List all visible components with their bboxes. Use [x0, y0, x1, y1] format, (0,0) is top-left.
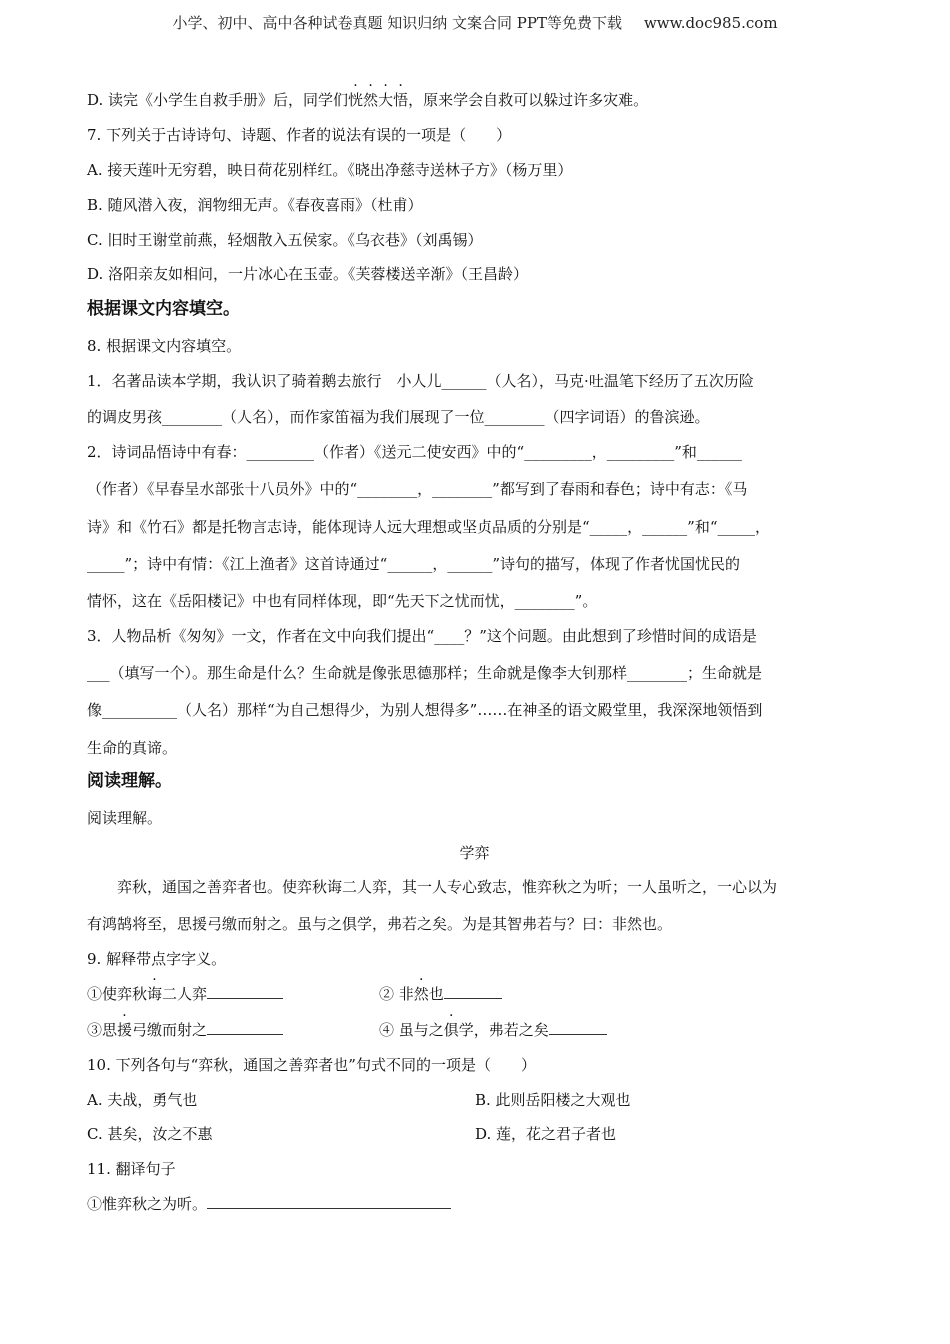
q10-option-c: C. 甚矣，汝之不惠	[87, 1125, 213, 1143]
passage-line2: 有鸿鹄将至，思援弓缴而射之。虽与之俱学，弗若之矣。为是其智弗若与？曰：非然也。	[87, 915, 673, 933]
q7-option-d: D. 洛阳亲友如相问，一片冰心在玉壶。《芙蓉楼送辛渐》（王昌龄）	[87, 265, 529, 283]
q11-item1: ①惟弈秋之为听。	[87, 1194, 451, 1214]
section-heading-fill: 根据课文内容填空。	[87, 299, 240, 319]
dotted-char: 然	[413, 985, 429, 1003]
dotted-char: 悟	[393, 91, 409, 109]
header-text: 小学、初中、高中各种试卷真题 知识归纳 文案合同 PPT等免费下载	[172, 14, 622, 32]
q9-item2: ② 非然也	[379, 984, 502, 1004]
q8-part3-line4: 生命的真谛。	[87, 739, 178, 757]
reading-subtitle: 阅读理解。	[87, 809, 163, 827]
q10-stem: 10. 下列各句与“弈秋，通国之善弈者也”句式不同的一项是（ ）	[87, 1056, 536, 1074]
answer-blank[interactable]	[444, 984, 502, 999]
q8-part3-line2: ___（填写一个）。那生命是什么？生命就是像张思德那样；生命就是像李大钊那样________；生命就是	[87, 664, 763, 682]
section-heading-reading: 阅读理解。	[87, 771, 172, 791]
q9-item1: ①使弈秋诲二人弈	[87, 984, 283, 1004]
q9-item3: ③思援弓缴而射之	[87, 1020, 283, 1040]
q7-option-b: B. 随风潜入夜，润物细无声。《春夜喜雨》（杜甫）	[87, 196, 423, 214]
dotted-char: 大	[378, 91, 394, 109]
passage-line1: 弈秋，通国之善弈者也。使弈秋诲二人弈，其一人专心致志，惟弈秋之为听；一人虽听之，一心以为	[117, 878, 778, 896]
dotted-char: 援	[117, 1021, 133, 1039]
header-site-link[interactable]: www.doc985.com	[643, 14, 778, 32]
dotted-char: 然	[363, 91, 379, 109]
q9-stem: 9. 解释带点字字义。	[87, 950, 227, 968]
q10-option-a: A. 夫战，勇气也	[87, 1091, 198, 1109]
q7-option-a: A. 接天莲叶无穷碧，映日荷花别样红。《晓出净慈寺送林子方》（杨万里）	[87, 161, 573, 179]
q10-option-b: B. 此则岳阳楼之大观也	[475, 1091, 631, 1109]
passage-title: 学弈	[459, 844, 490, 862]
q8-part2-line1: 2．诗词品悟诗中有春：_________（作者）《送元二使安西》中的“_________，_________”和______	[87, 443, 742, 461]
q8-part2-line5: 情怀，这在《岳阳楼记》中也有同样体现，即“先天下之忧而忧，________”。	[87, 592, 598, 610]
dotted-char: 诲	[147, 985, 163, 1003]
q7-option-c: C. 旧时王谢堂前燕，轻烟散入五侯家。《乌衣巷》（刘禹锡）	[87, 231, 483, 249]
q8-stem: 8. 根据课文内容填空。	[87, 337, 242, 355]
q9-item4: ④ 虽与之俱学，弗若之矣	[379, 1020, 607, 1040]
answer-blank[interactable]	[549, 1020, 607, 1035]
q8-part1-line2: 的调皮男孩________（人名），而作家笛福为我们展现了一位________（四字词语）的鲁滨逊。	[87, 408, 710, 426]
q8-part1-line1: 1．名著品读本学期，我认识了骑着鹅去旅行 小人儿______（人名），马克·吐温笔下经历了五次历险	[87, 372, 754, 390]
answer-blank[interactable]	[207, 1194, 451, 1209]
q8-part2-line4: _____”；诗中有情：《江上渔者》这首诗通过“______，______”诗句的描写，体现了作者忧国忧民的	[87, 555, 741, 573]
answer-blank[interactable]	[207, 984, 283, 999]
page-header	[0, 12, 950, 33]
q8-part3-line3: 像__________（人名）那样“为自己想得少，为别人想得多”……在神圣的语文殿堂里，我深深地领悟到	[87, 701, 763, 719]
q11-stem: 11. 翻译句子	[87, 1160, 176, 1178]
q8-part3-line1: 3．人物品析《匆匆》一文，作者在文中向我们提出“____？”这个问题。由此想到了珍惜时间的成语是	[87, 627, 757, 645]
q8-part2-line2: （作者）《早春呈水部张十八员外》中的“________，________”都写到了春雨和春色；诗中有志：《马	[87, 480, 748, 498]
dotted-char: 恍	[348, 91, 364, 109]
q8-part2-line3: 诗》和《竹石》都是托物言志诗，能体现诗人远大理想或坚贞品质的分别是“_____，______”和“_____，	[87, 518, 771, 536]
q7-stem: 7. 下列关于古诗诗句、诗题、作者的说法有误的一项是（ ）	[87, 126, 512, 144]
dotted-char: 俱	[443, 1021, 459, 1039]
q6-option-d: D. 读完《小学生自救手册》后，同学们恍然大悟，原来学会自救可以躲过许多灾难。	[87, 91, 649, 109]
q10-option-d: D. 莲，花之君子者也	[475, 1125, 617, 1143]
answer-blank[interactable]	[207, 1020, 283, 1035]
